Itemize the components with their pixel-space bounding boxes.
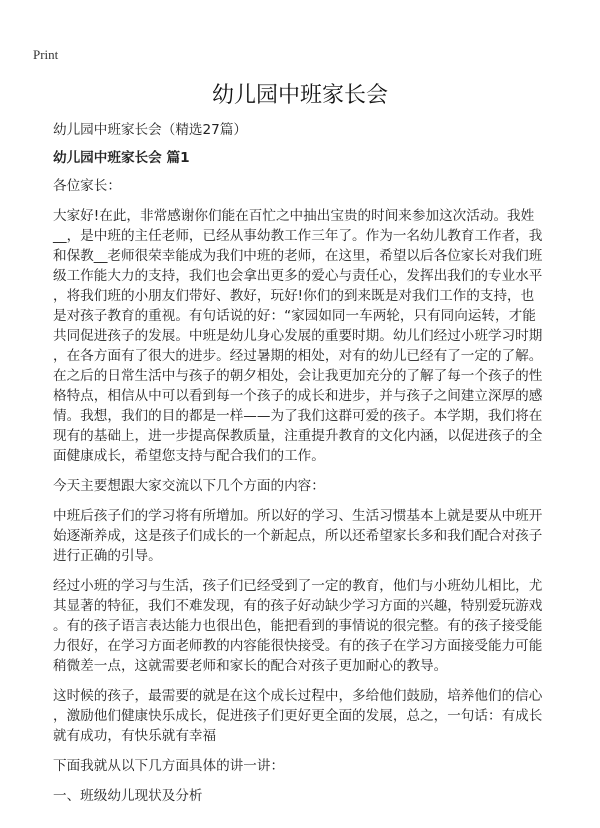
text-line: 下面我就从以下几方面具体的讲一讲： (53, 758, 285, 774)
page-title: 幼儿园中班家长会 (211, 83, 388, 108)
paragraph (53, 506, 543, 566)
text-line: __，是中班的主任老师，已经从事幼教工作三年了。作为一名幼儿教育工作者，我 (53, 228, 543, 244)
text-line: 其显著的特征，我们不难发现，有的孩子好动缺少学习方面的兴趣，特别爱玩游戏 (53, 598, 543, 614)
text-line: 情。我想，我们的目的都是一样——为了我们这群可爱的孩子。本学期，我们将在 (53, 408, 543, 424)
paragraph (53, 686, 543, 746)
text-line: 今天主要想跟大家交流以下几个方面的内容： (53, 478, 325, 494)
text-line: 现有的基础上，进一步提高保教质量，注重提升教育的文化内涵，以促进孩子的全 (53, 428, 543, 444)
document-body (53, 120, 543, 816)
paragraph (53, 756, 523, 776)
text-line: 力很好，在学习方面老师教的内容能很快接受。有的孩子在学习方面接受能力可能 (53, 638, 543, 654)
text-line: 面健康成长，希望您支持与配合我们的工作。 (53, 448, 325, 464)
paragraph (53, 206, 543, 466)
text-line: 。有的孩子语言表达能力也很出色，能把看到的事情说的很完整。有的孩子接受能 (53, 618, 543, 634)
text-line: 经过小班的学习与生活，孩子们已经受到了一定的教育，他们与小班幼儿相比，尤 (53, 578, 543, 594)
text-line: 一、班级幼儿现状及分析 (53, 788, 203, 804)
greeting: 各位家长： (53, 178, 121, 194)
text-line: 稍微差一点，这就需要老师和家长的配合对孩子更加耐心的教导。 (53, 658, 448, 674)
section-heading: 幼儿园中班家长会 篇1 (53, 150, 190, 166)
text-line: 和保教__老师很荣幸能成为我们中班的老师，在这里，希望以后各位家长对我们班 (53, 248, 543, 264)
print-link[interactable]: Print (33, 47, 59, 62)
text-line: 这时候的孩子，最需要的就是在这个成长过程中，多给他们鼓励，培养他们的信心 (53, 688, 543, 704)
subtitle: 幼儿园中班家长会（精选27篇） (53, 122, 248, 138)
text-line: 就有成功，有快乐就有幸福 (53, 728, 217, 744)
text-line: ，将我们班的小朋友们带好、教好，玩好!你们的到来既是对我们工作的支持，也 (53, 288, 535, 304)
text-line: ，激励他们健康快乐成长，促进孩子们更好更全面的发展，总之，一句话：有成长 (53, 708, 543, 724)
paragraph (53, 476, 523, 496)
text-line: 是对孩子教育的重视。有句话说的好：“家园如同一车两轮，只有同向运转，才能 (53, 308, 536, 324)
text-line: 始逐渐养成，这是孩子们成长的一个新起点，所以还希望家长多和我们配合对孩子 (53, 528, 543, 544)
paragraphs (53, 206, 543, 806)
text-line: 中班后孩子们的学习将有所增加。所以好的学习、生活习惯基本上就是要从中班开 (53, 508, 543, 524)
text-line: 在之后的日常生活中与孩子的朝夕相处，会让我更加充分的了解了每一个孩子的性 (53, 368, 543, 384)
text-line: 级工作能大力的支持，我们也会拿出更多的爱心与责任心，发挥出我们的专业水平 (53, 268, 543, 284)
text-line: 共同促进孩子的发展。中班是幼儿身心发展的重要时期。幼儿们经过小班学习时期 (53, 328, 543, 344)
paragraph (53, 786, 523, 806)
text-line: 格特点，相信从中可以看到每一个孩子的成长和进步，并与孩子之间建立深厚的感 (53, 388, 543, 404)
paragraph (53, 576, 543, 676)
text-line: 进行正确的引导。 (53, 548, 162, 564)
text-line: ，在各方面有了很大的进步。经过暑期的相处，对有的幼儿已经有了一定的了解。 (53, 348, 543, 364)
text-line: 大家好!在此，非常感谢你们能在百忙之中抽出宝贵的时间来参加这次活动。我姓 (53, 208, 535, 224)
